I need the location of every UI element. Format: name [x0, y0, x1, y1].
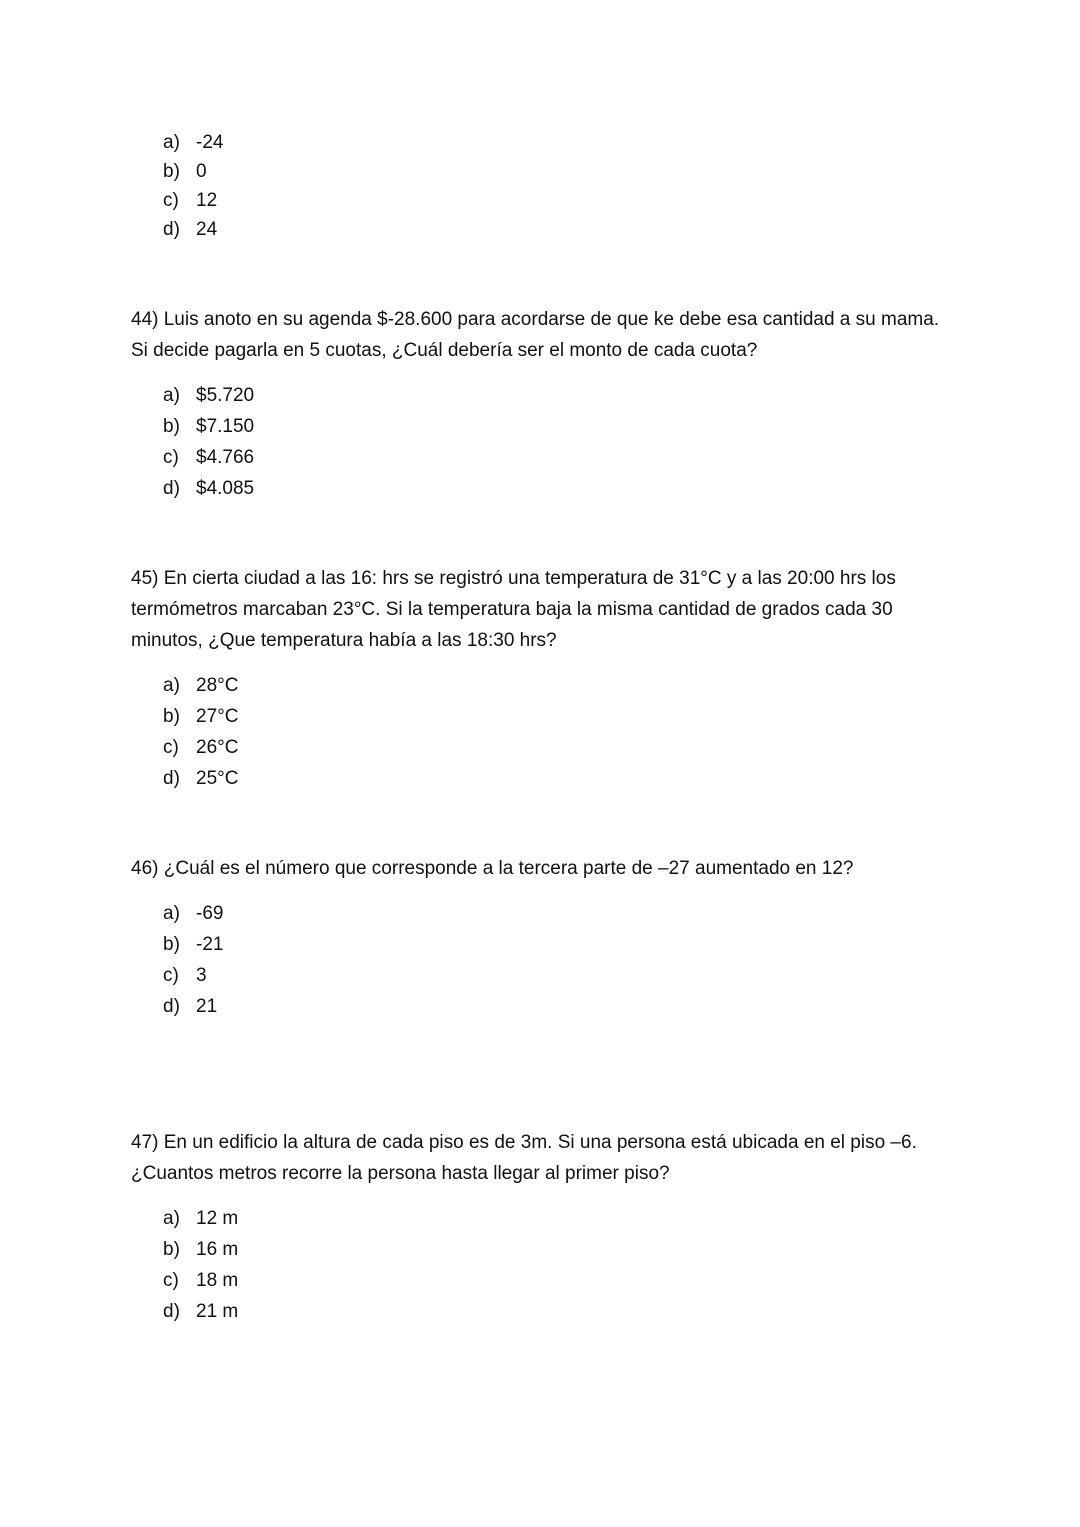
option-letter: a) [163, 675, 180, 696]
option-letter: c) [163, 447, 179, 468]
question-block-45 [0, 563, 1080, 794]
answer-option-c [163, 186, 1080, 215]
question-text: 45) En cierta ciudad a las 16: hrs se registró una temperatura de 31°C y a las 20:00 hrs los termómetros marcaban 23°C. Si la temperatura baja la misma cantidad de grados cada 30 minutos, ¿Que temperatura había a las 18:30 hrs? [131, 568, 896, 651]
answer-option-a [163, 670, 1080, 701]
option-text: 12 [196, 190, 218, 211]
option-letter: c) [163, 965, 179, 986]
answer-option-c [163, 1265, 1080, 1296]
answer-options [0, 898, 1080, 1022]
option-letter: d) [163, 1301, 180, 1322]
option-letter: b) [163, 706, 180, 727]
option-letter: b) [163, 161, 180, 182]
option-text: -69 [196, 903, 224, 924]
option-text: $4.085 [196, 478, 255, 499]
answer-options [0, 380, 1080, 504]
option-text: -24 [196, 132, 224, 153]
option-letter: c) [163, 737, 179, 758]
option-letter: c) [163, 1270, 179, 1291]
answer-options [0, 128, 1080, 244]
answer-option-d [163, 473, 1080, 504]
option-letter: c) [163, 190, 179, 211]
answer-option-c [163, 442, 1080, 473]
option-text: 27°C [196, 706, 239, 727]
option-text: 25°C [196, 768, 239, 789]
option-text: 0 [196, 161, 207, 182]
question-block-44 [0, 304, 1080, 504]
answer-option-d [163, 215, 1080, 244]
answer-option-c [163, 960, 1080, 991]
option-letter: d) [163, 219, 180, 240]
answer-option-d [163, 763, 1080, 794]
option-letter: d) [163, 768, 180, 789]
question-block-43-answers [0, 128, 1080, 244]
answer-option-a [163, 380, 1080, 411]
option-text: 18 m [196, 1270, 239, 1291]
option-text: $7.150 [196, 416, 255, 437]
option-text: 3 [196, 965, 207, 986]
option-text: 26°C [196, 737, 239, 758]
answer-option-b [163, 1234, 1080, 1265]
answer-option-a [163, 128, 1080, 157]
question-text: 44) Luis anoto en su agenda $-28.600 para acordarse de que ke debe esa cantidad a su mama. Si decide pagarla en 5 cuotas, ¿Cuál debería ser el monto de cada cuota? [131, 309, 940, 361]
option-letter: a) [163, 903, 180, 924]
option-text: 24 [196, 219, 218, 240]
answer-option-a [163, 898, 1080, 929]
question-text: 47) En un edificio la altura de cada piso es de 3m. Si una persona está ubicada en el piso –6. ¿Cuantos metros recorre la persona hasta llegar al primer piso? [131, 1132, 917, 1184]
option-letter: d) [163, 478, 180, 499]
answer-option-a [163, 1203, 1080, 1234]
option-letter: a) [163, 385, 180, 406]
option-text: 16 m [196, 1239, 239, 1260]
answer-option-b [163, 157, 1080, 186]
option-letter: d) [163, 996, 180, 1017]
answer-option-d [163, 991, 1080, 1022]
answer-options [0, 670, 1080, 794]
question-block-46 [0, 853, 1080, 1022]
question-block-47 [0, 1127, 1080, 1327]
option-text: 21 m [196, 1301, 239, 1322]
option-letter: b) [163, 1239, 180, 1260]
answer-options [0, 1203, 1080, 1327]
answer-option-b [163, 701, 1080, 732]
option-letter: b) [163, 416, 180, 437]
option-text: 12 m [196, 1208, 239, 1229]
question-text: 46) ¿Cuál es el número que corresponde a la tercera parte de –27 aumentado en 12? [131, 858, 854, 879]
option-text: $5.720 [196, 385, 255, 406]
option-text: -21 [196, 934, 224, 955]
answer-option-d [163, 1296, 1080, 1327]
option-text: 21 [196, 996, 218, 1017]
option-letter: a) [163, 132, 180, 153]
answer-option-c [163, 732, 1080, 763]
answer-option-b [163, 929, 1080, 960]
option-letter: b) [163, 934, 180, 955]
option-letter: a) [163, 1208, 180, 1229]
answer-option-b [163, 411, 1080, 442]
option-text: 28°C [196, 675, 239, 696]
option-text: $4.766 [196, 447, 255, 468]
